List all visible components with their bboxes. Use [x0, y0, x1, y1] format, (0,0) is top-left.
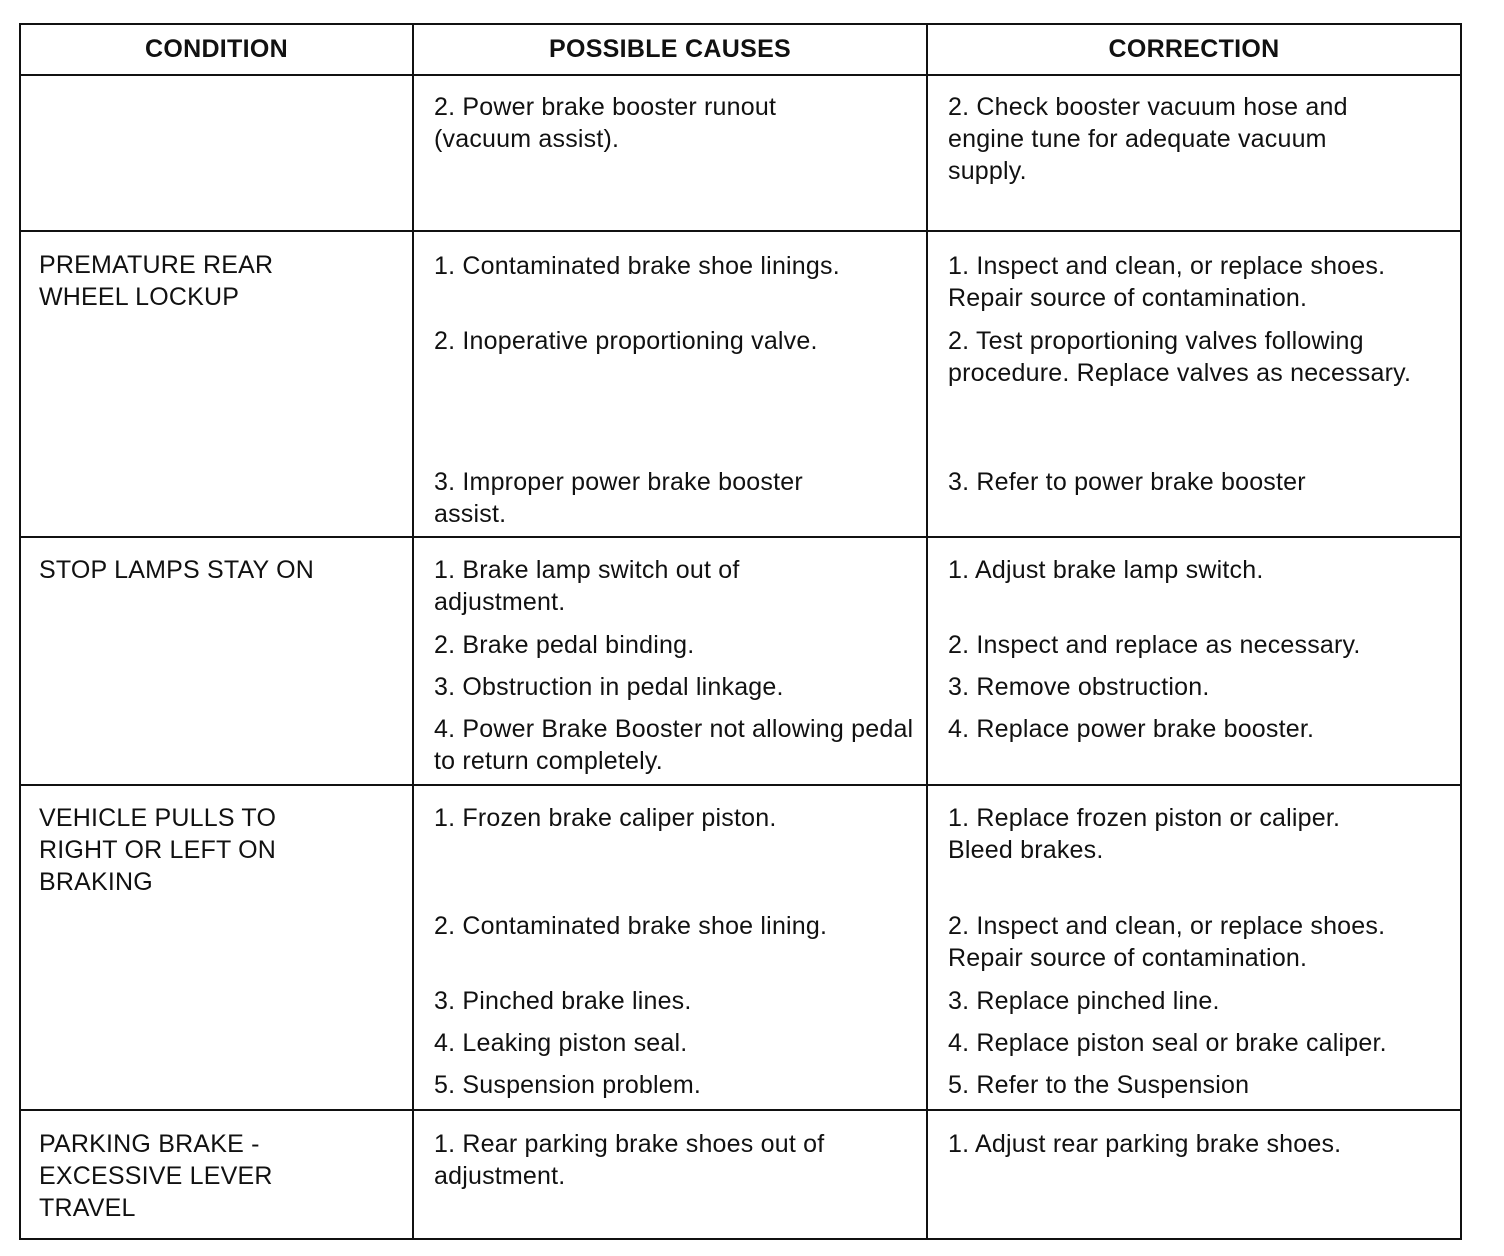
- cause-item: 3. Obstruction in pedal linkage.: [434, 673, 784, 701]
- causes-cell: [414, 538, 928, 784]
- correction-item: 5. Refer to the Suspension: [948, 1071, 1250, 1099]
- corrections-cell: [928, 786, 1460, 1109]
- cause-item: 2. Inoperative proportioning valve.: [434, 327, 818, 355]
- correction-item: 1. Inspect and clean, or replace shoes. Repair source of contamination.: [948, 252, 1386, 312]
- causes-cell: [414, 76, 928, 230]
- correction-item: 2. Check booster vacuum hose and engine tune for adequate vacuum supply.: [948, 93, 1348, 185]
- table-header-row: [21, 25, 1460, 74]
- diagnosis-table: [19, 23, 1462, 1240]
- correction-item: 4. Replace power brake booster.: [948, 715, 1315, 743]
- cause-item: 5. Suspension problem.: [434, 1071, 702, 1099]
- correction-item: 3. Refer to power brake booster: [948, 468, 1306, 496]
- corrections-cell: [928, 76, 1460, 230]
- cause-item: 3. Pinched brake lines.: [434, 987, 692, 1015]
- condition-cell: [21, 76, 414, 230]
- causes-cell: [414, 786, 928, 1109]
- cause-item: 1. Brake lamp switch out of adjustment.: [434, 556, 740, 616]
- corrections-cell: [928, 232, 1460, 536]
- correction-item: 2. Inspect and replace as necessary.: [948, 631, 1361, 659]
- condition-cell: STOP LAMPS STAY ON: [21, 538, 414, 784]
- corrections-cell: [928, 1111, 1460, 1238]
- correction-item: 3. Replace pinched line.: [948, 987, 1220, 1015]
- table-row: [21, 536, 1460, 784]
- column-header-correction: CORRECTION: [1108, 35, 1280, 63]
- cause-item: 1. Rear parking brake shoes out of adjustment.: [434, 1130, 825, 1190]
- corrections-cell: [928, 538, 1460, 784]
- correction-item: 1. Adjust brake lamp switch.: [948, 556, 1264, 584]
- cause-item: 2. Brake pedal binding.: [434, 631, 695, 659]
- cause-item: 2. Contaminated brake shoe lining.: [434, 912, 828, 940]
- condition-cell: [21, 1111, 414, 1238]
- condition-cell: [21, 786, 414, 1109]
- cause-item: 1. Contaminated brake shoe linings.: [434, 252, 840, 280]
- cause-item: 4. Power Brake Booster not allowing pedal to return completely.: [434, 715, 914, 775]
- condition-text: VEHICLE PULLS TO RIGHT OR LEFT ON BRAKING: [39, 804, 277, 896]
- condition-text: PARKING BRAKE - EXCESSIVE LEVER TRAVEL: [39, 1130, 273, 1222]
- cause-item: 4. Leaking piston seal.: [434, 1029, 688, 1057]
- cause-item: 3. Improper power brake booster assist.: [434, 468, 803, 528]
- correction-item: 1. Replace frozen piston or caliper. Bleed brakes.: [948, 804, 1341, 864]
- cause-item: 1. Frozen brake caliper piston.: [434, 804, 777, 832]
- column-header-possible-causes: POSSIBLE CAUSES: [414, 25, 928, 74]
- correction-item: 2. Test proportioning valves following procedure. Replace valves as necessary.: [948, 327, 1412, 387]
- table-row: [21, 74, 1460, 230]
- correction-item: 4. Replace piston seal or brake caliper.: [948, 1029, 1387, 1057]
- correction-item: 2. Inspect and clean, or replace shoes. Repair source of contamination.: [948, 912, 1386, 972]
- condition-cell: [21, 232, 414, 536]
- table-row: [21, 230, 1460, 536]
- table-row: [21, 784, 1460, 1109]
- column-header-condition: CONDITION: [21, 25, 414, 74]
- correction-item: 3. Remove obstruction.: [948, 673, 1210, 701]
- causes-cell: [414, 1111, 928, 1238]
- table-row: [21, 1109, 1460, 1238]
- cause-item: 2. Power brake booster runout (vacuum assist).: [434, 93, 777, 153]
- causes-cell: [414, 232, 928, 536]
- correction-item: 1. Adjust rear parking brake shoes.: [948, 1130, 1342, 1158]
- condition-text: PREMATURE REAR WHEEL LOCKUP: [39, 251, 274, 311]
